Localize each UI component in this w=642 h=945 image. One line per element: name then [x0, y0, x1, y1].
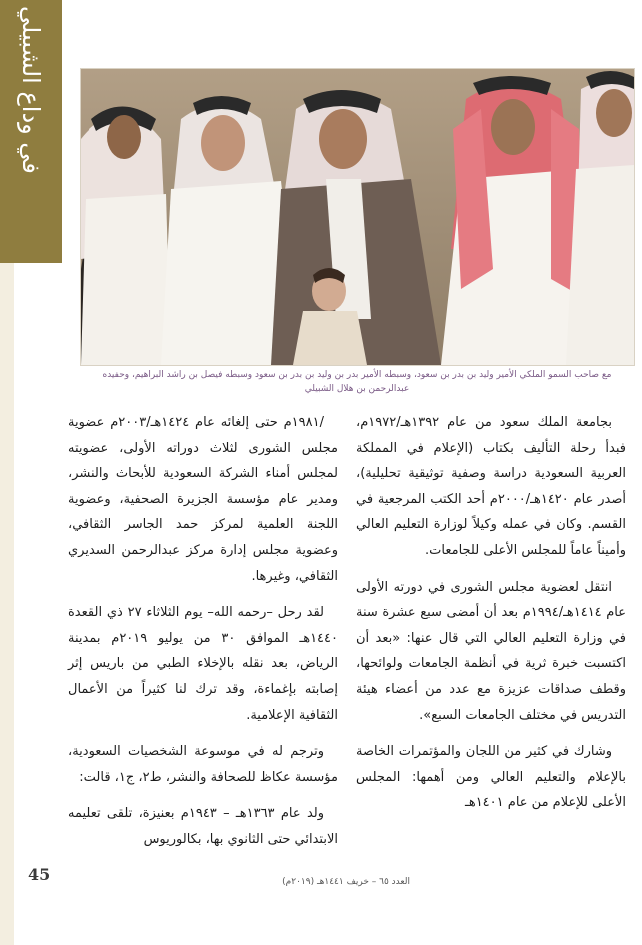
- text-column-left: [68, 410, 338, 864]
- page-number: 45: [28, 865, 51, 884]
- side-margin-bar: [0, 263, 14, 945]
- paragraph: بجامعة الملك سعود من عام ١٣٩٢هـ/١٩٧٢م، فبدأ رحلة التأليف بكتاب (الإعلام في المملكة العربية السعودية دراسة وصفية توثيقية تحليلية)، أصدر عام ١٤٢٠هـ/٢٠٠٠م أحد الكتب المرجعية في القسم. وكان في عمله وكيلاً لوزارة التعليم العالي وأميناً عاماً للمجلس الأعلى للجامعات.: [356, 415, 626, 558]
- section-title: في وداع الشبيلي: [17, 6, 45, 174]
- paragraph: ولد عام ١٣٦٣هـ – ١٩٤٣م بعنيزة، تلقى تعليمه الابتدائي حتى الثانوي بها، بكالوريوس: [68, 806, 338, 847]
- section-tab: [0, 0, 62, 263]
- photo-caption: مع صاحب السمو الملكي الأمير وليد بن بدر بن سعود، وسبطه الأمير بدر بن وليد بن بدر بن سعود وسبطه فيصل بن راشد البراهيم، وحفيده عبدالرحمن بن هلال الشبيلي: [102, 370, 612, 394]
- paragraph: انتقل لعضوية مجلس الشورى في دورته الأولى عام ١٤١٤هـ/١٩٩٤م بعد أن أمضى سبع عشرة سنة في وزارة التعليم العالي التي قال عنها: «بعد أن اكتسبت خبرة ثرية في أنظمة الجامعات ولوائحها، وقطف صداقات عزيزة مع عدد من أعضاء هيئة التدريس في مختلف الجامعات السبع».: [356, 579, 626, 723]
- person-2: [81, 107, 171, 366]
- issue-footer: العدد ٦٥ – خريف ١٤٤١هـ (٢٠١٩م): [282, 877, 410, 887]
- text-column-right: [356, 410, 626, 827]
- article-photo: [80, 68, 635, 366]
- paragraph: وترجم له في موسوعة الشخصيات السعودية، مؤسسة عكاظ للصحافة والنشر، ط٢، ج١، قالت:: [68, 744, 338, 785]
- paragraph: لقد رحل –رحمه الله– يوم الثلاثاء ٢٧ ذي القعدة ١٤٤٠هـ الموافق ٣٠ من يوليو ٢٠١٩م بمدينة الرياض، بعد نقله بالإخلاء الطبي من باريس إثر إصابته بإغماءة، وقد ترك لنا كثيراً من الأعمال الثقافية الإعلامية.: [68, 605, 338, 723]
- paragraph: /١٩٨١م حتى إلغائه عام ١٤٢٤هـ/٢٠٠٣م عضوية مجلس الشورى لثلاث دوراته الأولى، عضويته لمجلس أمناء الشركة السعودية للأبحاث والنشر، ومدير عام مؤسسة الجزيرة الصحفية، وعضوية اللجنة العلمية لمركز حمد الجاسر الثقافي، وعضوية مجلس إدارة مركز عبدالرحمن السديري الثقافي، وغيرها.: [68, 415, 338, 584]
- paragraph: وشارك في كثير من اللجان والمؤتمرات الخاصة بالإعلام والتعليم العالي ومن أهمها: المجلس الأعلى للإعلام من عام ١٤٠١هـ: [356, 744, 626, 811]
